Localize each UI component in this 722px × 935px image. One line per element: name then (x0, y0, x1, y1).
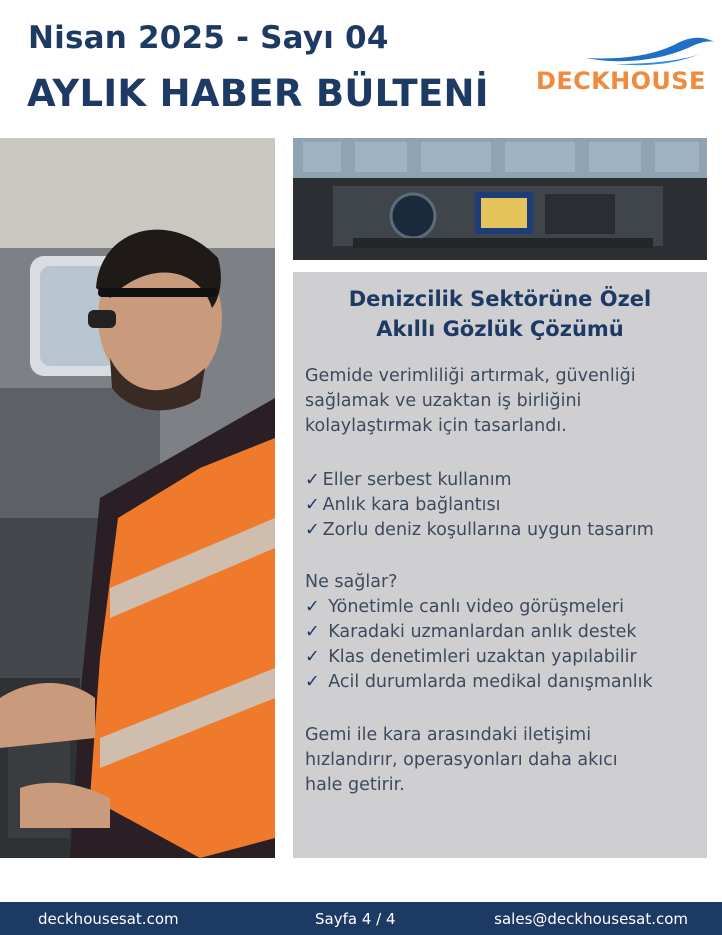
check-icon: ✓ (305, 495, 320, 515)
benefit-item: ✓ Karadaki uzmanlardan anlık destek (305, 622, 637, 642)
outro-line: hale getirir. (305, 775, 405, 795)
benefit-item: ✓ Klas denetimleri uzaktan yapılabilir (305, 647, 637, 667)
info-panel (293, 272, 707, 858)
panel-title-line2: Akıllı Gözlük Çözümü (376, 317, 624, 341)
intro-line: Gemide verimliliği artırmak, güvenliği (305, 366, 636, 386)
outro-line: hızlandırır, operasyonları daha akıcı (305, 750, 618, 770)
panel-intro (305, 364, 701, 439)
panel-outro (305, 723, 701, 798)
feature-item: ✓ Eller serbest kullanım (305, 470, 512, 490)
deckhouse-wave-logo-icon (576, 34, 716, 68)
deckhouse-logo (536, 34, 716, 98)
intro-line: kolaylaştırmak için tasarlandı. (305, 416, 567, 436)
ship-bridge-photo (293, 138, 707, 260)
outro-line: Gemi ile kara arasındaki iletişimi (305, 725, 592, 745)
check-icon: ✓ (305, 647, 320, 667)
panel-title (293, 284, 707, 344)
ship-bridge-console-image (293, 138, 707, 260)
newsletter-title: AYLIK HABER BÜLTENİ (27, 72, 489, 115)
check-icon: ✓ (305, 597, 320, 617)
footer-page-number: Sayfa 4 / 4 (315, 910, 396, 928)
footer-bar (0, 902, 722, 935)
officer-with-smart-glasses-image (0, 138, 275, 858)
benefits-heading: Ne sağlar? (305, 572, 398, 592)
feature-item: ✓ Zorlu deniz koşullarına uygun tasarım (305, 520, 654, 540)
features-list (305, 468, 701, 543)
panel-title-line1: Denizcilik Sektörüne Özel (348, 287, 652, 311)
check-icon: ✓ (305, 520, 320, 540)
footer-website-link[interactable]: deckhousesat.com (38, 910, 179, 928)
benefits-list (305, 595, 701, 695)
check-icon: ✓ (305, 470, 320, 490)
officer-photo (0, 138, 275, 858)
check-icon: ✓ (305, 672, 320, 692)
feature-item: ✓ Anlık kara bağlantısı (305, 495, 501, 515)
check-icon: ✓ (305, 622, 320, 642)
intro-line: sağlamak ve uzaktan iş birliğini (305, 391, 582, 411)
benefit-item: ✓ Acil durumlarda medikal danışmanlık (305, 672, 653, 692)
footer-email-link[interactable]: sales@deckhousesat.com (494, 910, 688, 928)
benefit-item: ✓ Yönetimle canlı video görüşmeleri (305, 597, 624, 617)
logo-wordmark: DECKHOUSE (536, 67, 706, 95)
issue-heading: Nisan 2025 - Sayı 04 (28, 20, 389, 56)
